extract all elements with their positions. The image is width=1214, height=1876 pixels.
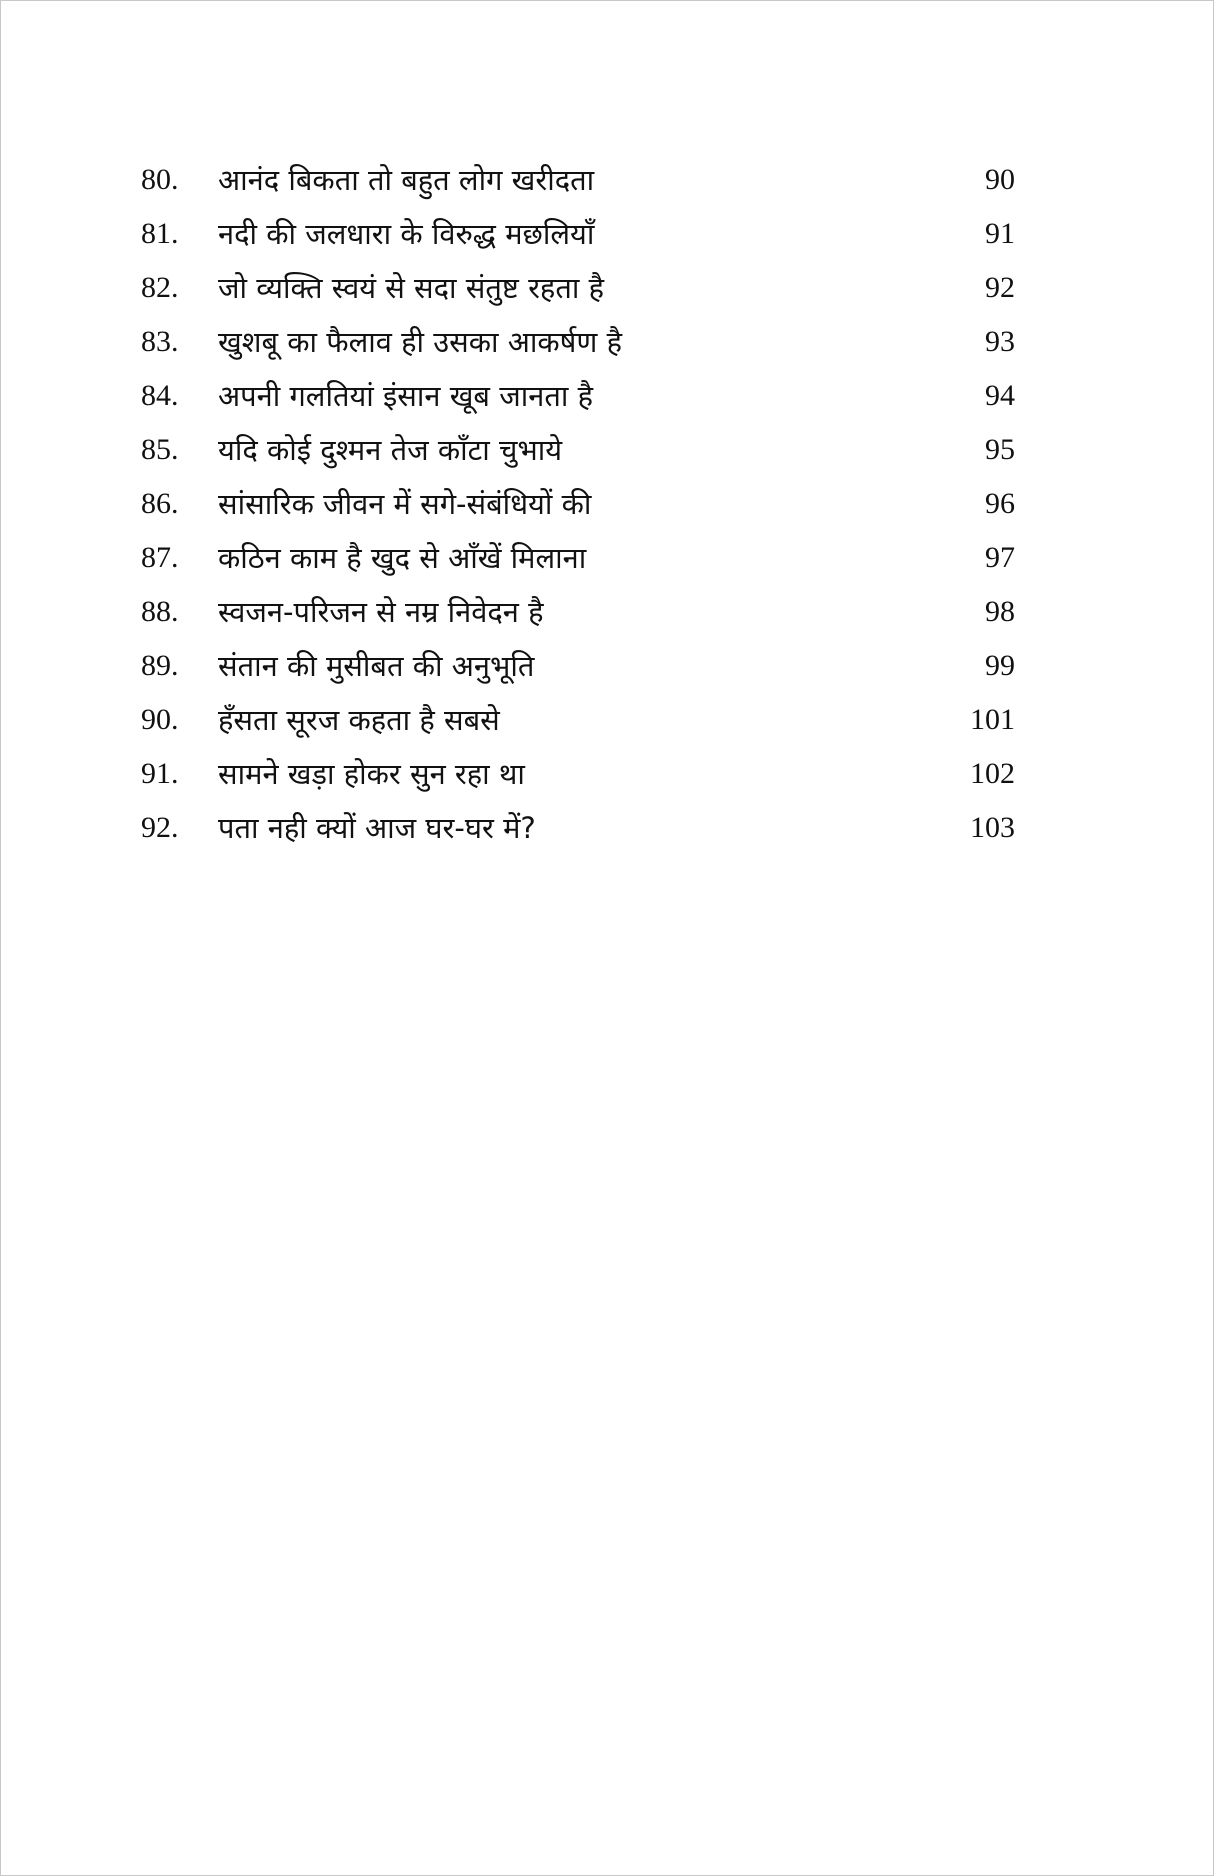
entry-page-number: 98 bbox=[985, 595, 1015, 628]
entry-number: 88. bbox=[141, 595, 179, 628]
entry-page-number: 102 bbox=[970, 757, 1015, 790]
entry-page-number: 96 bbox=[985, 487, 1015, 520]
entry-number: 89. bbox=[141, 649, 179, 682]
entry-page-number: 103 bbox=[970, 811, 1015, 844]
entry-page-number: 91 bbox=[985, 217, 1015, 250]
entry-number: 82. bbox=[141, 271, 179, 304]
entry-page-number: 93 bbox=[985, 325, 1015, 358]
toc-entry bbox=[1, 639, 1214, 693]
entry-title: अपनी गलतियां इंसान खूब जानता है bbox=[218, 379, 593, 413]
entry-title: हँसता सूरज कहता है सबसे bbox=[218, 703, 500, 737]
entry-title: स्वजन-परिजन से नम्र निवेदन है bbox=[218, 595, 544, 629]
entry-title: यदि कोई दुश्मन तेज काँटा चुभाये bbox=[218, 433, 563, 467]
entry-number: 81. bbox=[141, 217, 179, 250]
toc-entry bbox=[1, 261, 1214, 315]
entry-title: खुशबू का फैलाव ही उसका आकर्षण है bbox=[218, 325, 622, 359]
entry-page-number: 90 bbox=[985, 163, 1015, 196]
toc-entry bbox=[1, 585, 1214, 639]
entry-title: कठिन काम है खुद से आँखें मिलाना bbox=[218, 541, 587, 575]
entry-number: 84. bbox=[141, 379, 179, 412]
entry-title: आनंद बिकता तो बहुत लोग खरीदता bbox=[218, 163, 595, 197]
toc-entry bbox=[1, 801, 1214, 855]
entry-number: 87. bbox=[141, 541, 179, 574]
entry-title: पता नही क्यों आज घर-घर में? bbox=[218, 811, 536, 845]
entry-page-number: 95 bbox=[985, 433, 1015, 466]
entry-title: जो व्यक्ति स्वयं से सदा संतुष्ट रहता है bbox=[218, 271, 604, 305]
toc-entry bbox=[1, 423, 1214, 477]
entry-title: सामने खड़ा होकर सुन रहा था bbox=[218, 757, 525, 791]
toc-entry bbox=[1, 369, 1214, 423]
toc-entry bbox=[1, 207, 1214, 261]
entry-title: नदी की जलधारा के विरुद्ध मछलियाँ bbox=[218, 217, 595, 251]
toc-entry bbox=[1, 531, 1214, 585]
entry-number: 86. bbox=[141, 487, 179, 520]
entry-page-number: 99 bbox=[985, 649, 1015, 682]
entry-title: सांसारिक जीवन में सगे-संबंधियों की bbox=[218, 487, 592, 521]
entry-number: 91. bbox=[141, 757, 179, 790]
entry-title: संतान की मुसीबत की अनुभूति bbox=[218, 649, 535, 683]
entry-number: 80. bbox=[141, 163, 179, 196]
entry-page-number: 92 bbox=[985, 271, 1015, 304]
toc-entry bbox=[1, 315, 1214, 369]
toc-entry bbox=[1, 747, 1214, 801]
entry-number: 92. bbox=[141, 811, 179, 844]
entry-number: 85. bbox=[141, 433, 179, 466]
entry-page-number: 94 bbox=[985, 379, 1015, 412]
entry-number: 83. bbox=[141, 325, 179, 358]
toc-entry bbox=[1, 153, 1214, 207]
toc-entry bbox=[1, 693, 1214, 747]
entry-number: 90. bbox=[141, 703, 179, 736]
toc-entry bbox=[1, 477, 1214, 531]
entry-page-number: 97 bbox=[985, 541, 1015, 574]
table-of-contents bbox=[1, 153, 1214, 855]
entry-page-number: 101 bbox=[970, 703, 1015, 736]
